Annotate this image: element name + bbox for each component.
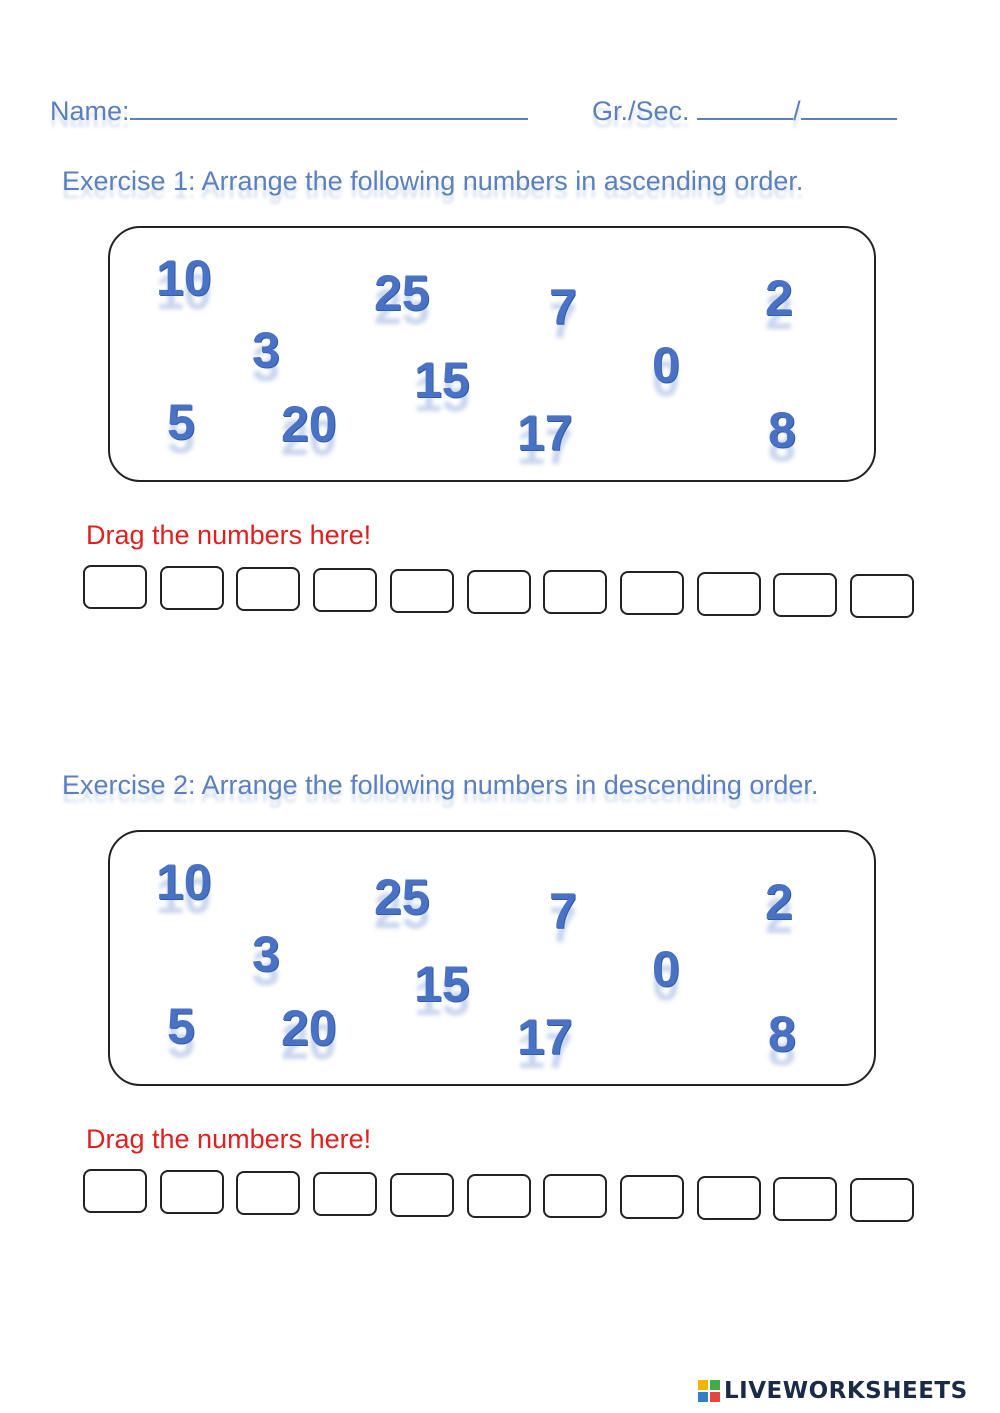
exercise1-number-box (108, 226, 876, 482)
section-blank-line[interactable] (801, 94, 897, 120)
exercise1-number-tile[interactable]: 17 (517, 405, 573, 461)
exercise1-answer-slot[interactable] (467, 570, 531, 614)
exercise1-answer-slot[interactable] (390, 569, 454, 613)
exercise1-number-tile[interactable]: 15 (414, 352, 470, 408)
exercise2-answer-slot[interactable] (160, 1170, 224, 1214)
exercise2-answer-slot[interactable] (543, 1174, 607, 1218)
liveworksheets-logo-mark-icon (698, 1380, 720, 1402)
exercise1-answer-slot[interactable] (697, 572, 761, 616)
name-field[interactable] (50, 94, 528, 127)
grade-blank-line[interactable] (697, 94, 793, 120)
exercise1-answer-slot[interactable] (313, 568, 377, 612)
exercise2-number-tile[interactable]: 2 (765, 874, 793, 930)
exercise1-number-tile[interactable]: 20 (281, 396, 337, 452)
exercise1-number-tile[interactable]: 5 (167, 394, 195, 450)
exercise1-answer-slot[interactable] (850, 574, 914, 618)
exercise1-number-tile[interactable]: 7 (549, 279, 577, 335)
logo-color-square (698, 1380, 708, 1390)
exercise2-number-tile[interactable]: 20 (281, 1000, 337, 1056)
exercise2-answer-slot[interactable] (390, 1173, 454, 1217)
liveworksheets-wordmark: LIVEWORKSHEETS (724, 1378, 968, 1404)
liveworksheets-logo (698, 1378, 968, 1404)
exercise2-answer-slot[interactable] (773, 1177, 837, 1221)
logo-color-square (710, 1392, 720, 1402)
grade-separator: / (793, 96, 801, 126)
exercise2-number-tile[interactable]: 8 (768, 1006, 796, 1062)
exercise1-number-tile[interactable]: 3 (252, 322, 280, 378)
exercise2-answer-slot[interactable] (83, 1169, 147, 1213)
exercise1-answer-slot[interactable] (160, 566, 224, 610)
grade-section-field[interactable] (592, 94, 897, 127)
exercise1-answer-slot[interactable] (543, 570, 607, 614)
logo-color-square (698, 1392, 708, 1402)
exercise2-number-tile[interactable]: 10 (156, 854, 212, 910)
exercise1-number-tile[interactable]: 25 (374, 265, 430, 321)
name-blank-line[interactable] (130, 94, 528, 120)
exercise1-answer-slot[interactable] (620, 571, 684, 615)
exercise1-drag-label: Drag the numbers here! (86, 520, 372, 550)
name-label: Name: (50, 96, 130, 126)
exercise2-drag-label: Drag the numbers here! (86, 1124, 372, 1154)
exercise2-answer-slot[interactable] (850, 1178, 914, 1222)
exercise2-instruction: Exercise 2: Arrange the following numbers in descending order. (62, 770, 819, 800)
exercise2-answer-slot[interactable] (236, 1171, 300, 1215)
exercise2-number-tile[interactable]: 7 (549, 883, 577, 939)
exercise2-number-tile[interactable]: 0 (652, 941, 680, 997)
exercise2-number-tile[interactable]: 15 (414, 956, 470, 1012)
exercise1-number-tile[interactable]: 8 (768, 402, 796, 458)
exercise2-number-tile[interactable]: 5 (167, 998, 195, 1054)
exercise2-number-box (108, 830, 876, 1086)
exercise1-instruction: Exercise 1: Arrange the following numbers in ascending order. (62, 166, 804, 196)
exercise2-number-tile[interactable]: 25 (374, 869, 430, 925)
logo-color-square (710, 1380, 720, 1390)
grade-label: Gr./Sec. (592, 96, 690, 126)
exercise2-answer-slot[interactable] (313, 1172, 377, 1216)
exercise2-answer-slot[interactable] (697, 1176, 761, 1220)
exercise2-answer-slot[interactable] (620, 1175, 684, 1219)
exercise1-number-tile[interactable]: 0 (652, 337, 680, 393)
exercise2-number-tile[interactable]: 17 (517, 1009, 573, 1065)
exercise1-number-tile[interactable]: 10 (156, 250, 212, 306)
exercise2-number-tile[interactable]: 3 (252, 926, 280, 982)
exercise1-number-tile[interactable]: 2 (765, 270, 793, 326)
exercise1-answer-slot[interactable] (236, 567, 300, 611)
exercise1-answer-slot[interactable] (83, 565, 147, 609)
exercise1-answer-slot[interactable] (773, 573, 837, 617)
exercise2-answer-slot[interactable] (467, 1174, 531, 1218)
